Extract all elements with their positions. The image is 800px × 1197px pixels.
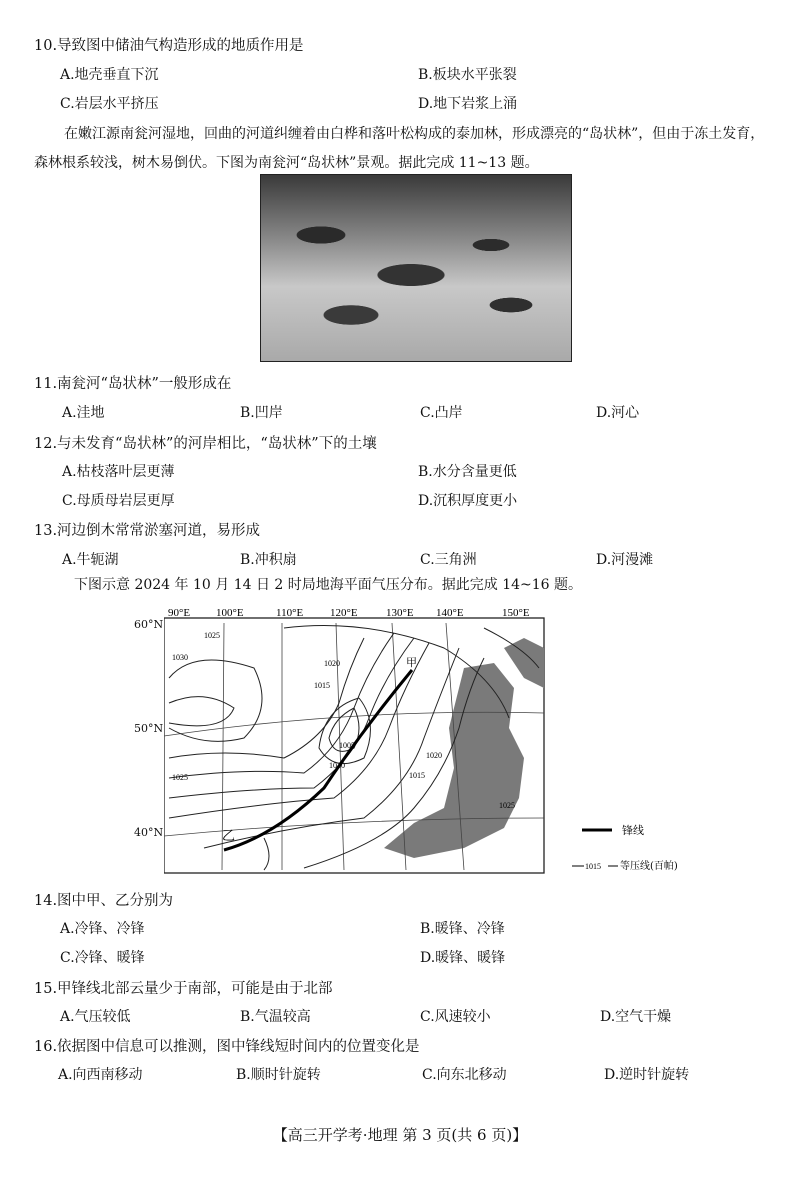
q15-option-c: C.风速较小 [420, 1009, 491, 1025]
question-14-stem: 14.图中甲、乙分别为 [34, 893, 174, 909]
intro-paragraph-14-16: 下图示意 2024 年 10 月 14 日 2 时局地海平面气压分布。据此完成 14~16 题。 [74, 577, 583, 593]
intro-paragraph-11-13: 在嫩江源南瓮河湿地，回曲的河道纠缠着由白桦和落叶松构成的泰加林，形成漂亮的“岛状林”，但由于冻土发育，森林根系较浅，树木易倒伏。下图为南瓮河“岛状林”景观。据此完成 11~13 题。 [34, 126, 765, 171]
legend-isobar-value: 1015 [585, 862, 601, 871]
q16-option-d: D.逆时针旋转 [604, 1067, 690, 1083]
front-label-jia: 甲 [406, 656, 417, 669]
q14-option-a: A.冷锋、冷锋 [60, 921, 145, 937]
q16-option-b: B.顺时针旋转 [236, 1067, 321, 1083]
q10-option-c: C.岩层水平挤压 [60, 96, 159, 112]
isobar-label: 1025 [204, 631, 220, 640]
q13-option-d: D.河漫滩 [596, 552, 654, 568]
isobar-label: 1025 [172, 773, 188, 782]
q10-option-d: D.地下岩浆上涌 [418, 96, 518, 112]
isobar-label: 1030 [172, 653, 188, 662]
lon-label: 90°E [168, 608, 191, 619]
question-12-stem: 12.与未发育“岛状林”的河岸相比，“岛状林”下的土壤 [34, 436, 377, 452]
lon-label: 150°E [502, 608, 530, 619]
isobar-label: 1025 [499, 801, 515, 810]
q16-option-c: C.向东北移动 [422, 1067, 507, 1083]
q12-option-a: A.枯枝落叶层更薄 [62, 464, 175, 480]
lat-label-40: 40°N [134, 826, 164, 839]
q15-option-d: D.空气干燥 [600, 1009, 672, 1025]
island-forest-photo [260, 174, 572, 362]
q11-option-c: C.凸岸 [420, 405, 463, 421]
lon-label: 110°E [276, 608, 304, 619]
q11-option-b: B.凹岸 [240, 405, 283, 421]
lon-label: 120°E [330, 608, 358, 619]
q12-option-c: C.母质母岩层更厚 [62, 493, 175, 509]
q11-option-d: D.河心 [596, 405, 640, 421]
question-13-stem: 13.河边倒木常常淤塞河道，易形成 [34, 523, 261, 539]
q13-option-c: C.三角洲 [420, 552, 477, 568]
isobar-label: 1005 [339, 741, 355, 750]
lat-label-50: 50°N [134, 722, 164, 735]
q11-option-a: A.洼地 [62, 405, 105, 421]
q16-option-a: A.向西南移动 [58, 1067, 143, 1083]
page-footer: 【高三开学考·地理 第 3 页(共 6 页)】 [272, 1126, 528, 1144]
q14-option-d: D.暖锋、暖锋 [420, 950, 506, 966]
q10-option-b: B.板块水平张裂 [418, 67, 517, 83]
lon-label: 100°E [216, 608, 244, 619]
question-10-stem: 10.导致图中储油气构造形成的地质作用是 [34, 38, 304, 54]
question-16-stem: 16.依据图中信息可以推测，图中锋线短时间内的位置变化是 [34, 1039, 420, 1055]
q10-option-a: A.地壳垂直下沉 [60, 67, 159, 83]
front-label-yi: 乙 [222, 829, 236, 844]
q14-option-c: C.冷锋、暖锋 [60, 950, 145, 966]
q13-option-a: A.牛轭湖 [62, 552, 119, 568]
q15-option-a: A.气压较低 [60, 1009, 131, 1025]
lon-label: 140°E [436, 608, 464, 619]
q12-option-b: B.水分含量更低 [418, 464, 517, 480]
isobar-label: 1015 [409, 771, 425, 780]
isobar-label: 1020 [426, 751, 442, 760]
lat-label-60: 60°N [134, 618, 164, 631]
question-15-stem: 15.甲锋线北部云量少于南部，可能是由于北部 [34, 981, 333, 997]
q14-option-b: B.暖锋、冷锋 [420, 921, 505, 937]
isobar-label: 1010 [329, 761, 345, 770]
sea-level-pressure-map [164, 608, 704, 878]
q12-option-d: D.沉积厚度更小 [418, 493, 518, 509]
isobar-label: 1020 [324, 659, 340, 668]
question-11-stem: 11.南瓮河“岛状林”一般形成在 [34, 376, 232, 392]
q13-option-b: B.冲积扇 [240, 552, 297, 568]
isobar-label: 1015 [314, 681, 330, 690]
legend-front-label: 锋线 [622, 824, 644, 837]
lon-label: 130°E [386, 608, 414, 619]
q15-option-b: B.气温较高 [240, 1009, 311, 1025]
legend-isobar-label: 等压线(百帕) [620, 861, 678, 872]
